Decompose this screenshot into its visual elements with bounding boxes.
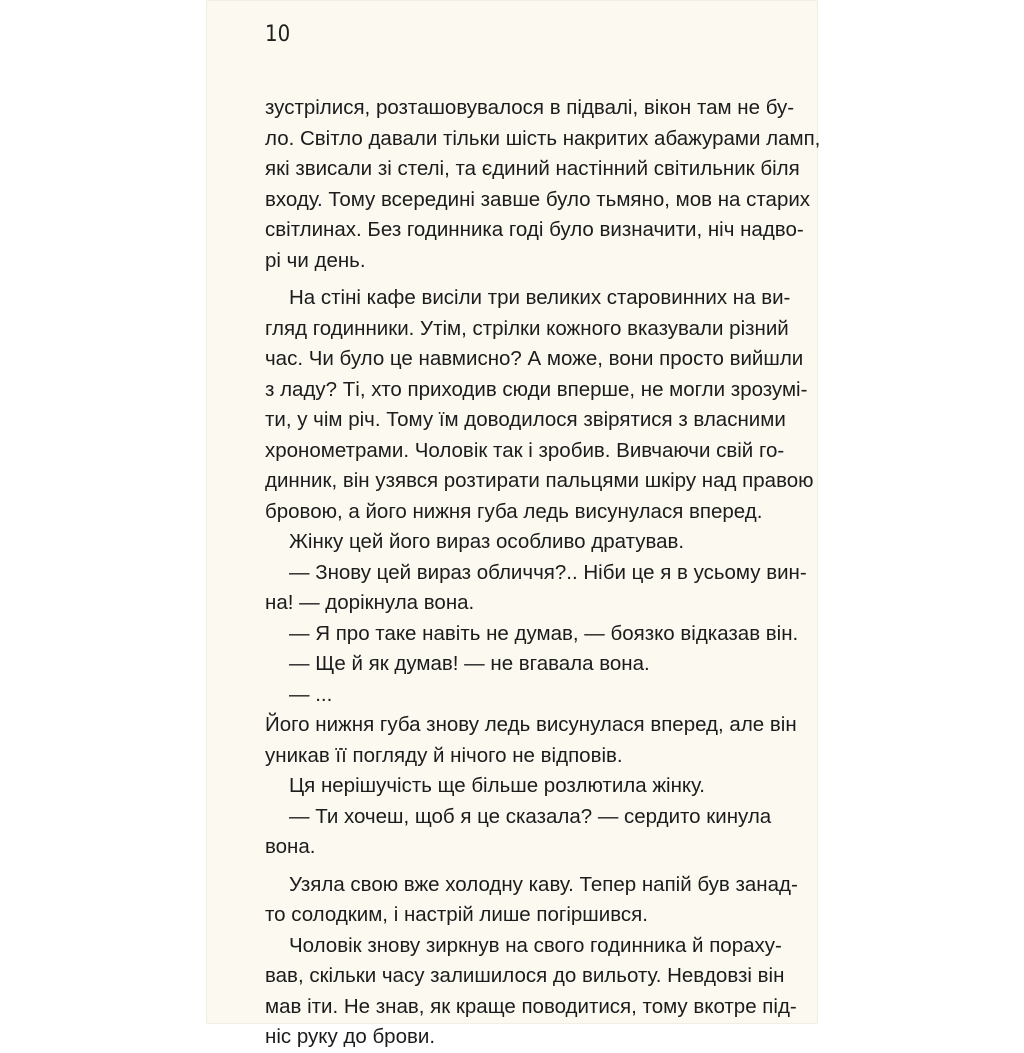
text-line: — ...	[289, 682, 333, 706]
page-number: 10	[265, 22, 291, 47]
text-line: Ця нерішучість ще більше розлютила жінку.	[289, 774, 706, 797]
text-line: які звисали зі стелі, та єдиний настінний світильник біля	[265, 157, 800, 180]
text-line: — Знову цей вираз обличчя?.. Ніби це я в усьому вин-	[289, 560, 807, 584]
body-text	[265, 93, 821, 1053]
text-line: Жінку цей його вираз особливо дратував.	[289, 530, 685, 553]
text-line: гляд годинники. Утім, стрілки кожного вказували різний	[265, 316, 789, 340]
text-line: — Я про таке навіть не думав, — боязко відказав він.	[289, 621, 799, 645]
text-line: динник, він узявся розтирати пальцями шкіру над правою	[265, 469, 814, 492]
text-line: входу. Тому всередині завше було тьмяно, мов на старих	[265, 187, 811, 211]
text-line: — Ще й як думав! — не вгавала вона.	[289, 652, 650, 675]
text-line: світлинах. Без годинника годі було визначити, ніч надво-	[265, 218, 804, 241]
text-line: Його нижня губа знову ледь висунулася вперед, але він	[265, 713, 797, 736]
text-line: вав, скільки часу залишилося до вильоту. Невдовзі він	[265, 964, 785, 987]
text-line: — Ти хочеш, щоб я це сказала? — сердито кинула	[289, 804, 772, 828]
text-line: Узяла свою вже холодну каву. Тепер напій був занад-	[289, 872, 798, 896]
text-line: хронометрами. Чоловік так і зробив. Вивчаючи свій го-	[265, 438, 785, 462]
text-line: На стіні кафе висіли три великих старовинних на ви-	[289, 286, 791, 309]
text-line: мав іти. Не знав, як краще поводитися, тому вкотре під-	[265, 994, 797, 1018]
text-line: час. Чи було це навмисно? А може, вони просто вийшли	[265, 347, 804, 370]
text-line: бровою, а його нижня губа ледь висунулася вперед.	[265, 499, 763, 523]
text-line: рі чи день.	[265, 248, 366, 272]
text-line: то солодким, і настрій лише погіршився.	[265, 903, 648, 926]
text-line: Чоловік знову зиркнув на свого годинника й пораху-	[289, 933, 782, 957]
text-line: зустрілися, розташовувалося в підвалі, вікон там не бу-	[265, 96, 795, 119]
text-line: уникав її погляду й нічого не відповів.	[265, 743, 623, 767]
text-line: ло. Світло давали тільки шість накритих абажурами ламп,	[265, 126, 821, 150]
text-line: ти, у чім річ. Тому їм доводилося звірятися з власними	[265, 408, 786, 431]
text-line: на! — дорікнула вона.	[265, 591, 475, 614]
text-line: ніс руку до брови.	[265, 1025, 436, 1048]
text-line: вона.	[265, 835, 316, 858]
text-line: з ладу? Ті, хто приходив сюди вперше, не могли зрозумі-	[265, 377, 808, 401]
